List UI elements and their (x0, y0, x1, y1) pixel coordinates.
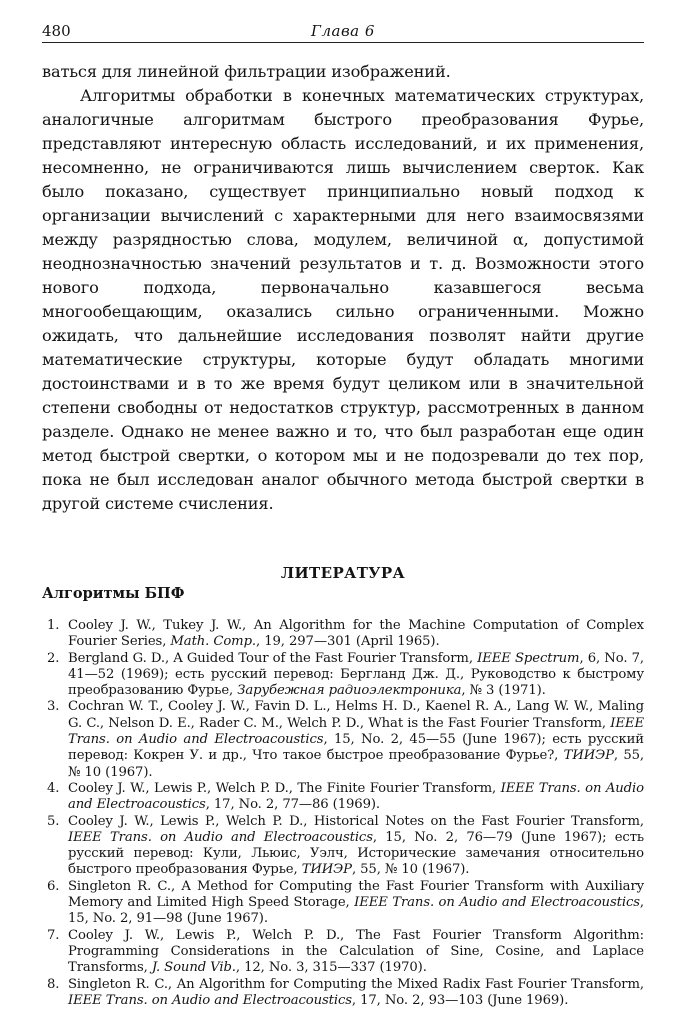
reference-text: Cooley J. W., Lewis P., Welch P. D., Historical Notes on the Fast Fourier Transform, IEEE Trans. on Audio and Electroacoustics, 15, No. 2, 76—79 (June 1967); есть русский перевод: Кули, Льюис, Уэлч, Исторические замечания относительно быстрого преобразования Фурье, ТИИЭР, 55, № 10 (1967). (68, 813, 644, 878)
reference-text: Cooley J. W., Lewis P., Welch P. D., The Finite Fourier Transform, IEEE Trans. on Audio and Electroacoustics, 17, No. 2, 77—86 (1969). (68, 780, 644, 813)
reference-number: 5. (47, 813, 60, 829)
body-text (42, 60, 644, 516)
running-title: Глава 6 (311, 22, 375, 40)
reference-text: Cooley J. W., Tukey J. W., An Algorithm for the Machine Computation of Complex Fourier Series, Math. Comp., 19, 297—301 (April 1965). (68, 618, 644, 650)
reference-item (42, 781, 644, 814)
references-subtitle: Алгоритмы БПФ (42, 585, 185, 602)
reference-number: 8. (47, 976, 60, 992)
reference-item (42, 814, 644, 879)
reference-text: Cochran W. T., Cooley J. W., Favin D. L., Helms H. D., Kaenel R. A., Lang W. W., Maling G. C., Nelson D. E., Rader C. M., Welch P. D., What is the Fast Fourier Transform, IEEE Trans. on Audio and Electroacoustics, 15, No. 2, 45—55 (June 1967); есть русский перевод: Кокрен У. и др., Что такое быстрое преобразование Фурье?, ТИИЭР, 55, № 10 (1967). (68, 699, 644, 780)
page-number: 480 (42, 22, 71, 40)
reference-number: 6. (47, 878, 60, 894)
reference-text: Singleton R. C., An Algorithm for Computing the Mixed Radix Fast Fourier Transform, IEEE Trans. on Audio and Electroacoustics, 17, No. 2, 93—103 (June 1969). (68, 976, 644, 1008)
paragraph-continuation: ваться для линейной фильтрации изображений. (42, 62, 451, 81)
reference-number: 3. (47, 699, 60, 715)
reference-item (42, 977, 644, 1010)
paragraph-main: Алгоритмы обработки в конечных математических структурах, аналогичные алгоритмам быстрого преобразования Фурье, представляют интересную область исследований, и их применения, несомненно, не ограничиваются лишь вычислением сверток. Как было показано, существует принципиально новый подход к организации вычислений с характерными для него взаимосвязями между разрядностью слова, модулем, величиной α, допустимой неоднозначностью значений результатов и т. д. Возможности этого нового подхода, первоначально казавшегося весьма многообещающим, оказались сильно ограниченными. Можно ожидать, что дальнейшие исследования позволят найти другие математические структуры, которые будут обладать многими достоинствами и в то же время будут целиком или в значительной степени свободны от недостатков структур, рассмотренных в данном разделе. Однако не менее важно и то, что был разработан еще один метод быстрой свертки, о котором мы и не подозревали до тех пор, пока не был исследован аналог обычного метода быстрой свертки в другой системе счисления. (42, 86, 644, 513)
reference-item (42, 651, 644, 700)
references-title: ЛИТЕРАТУРА (280, 564, 406, 582)
book-page (42, 20, 644, 1009)
reference-item (42, 928, 644, 977)
reference-number: 2. (47, 650, 60, 666)
reference-number: 4. (47, 780, 60, 796)
reference-number: 1. (47, 618, 60, 633)
references-list (42, 618, 644, 1009)
reference-item (42, 618, 644, 651)
reference-item (42, 699, 644, 780)
reference-number: 7. (47, 927, 60, 943)
reference-text: Singleton R. C., A Method for Computing the Fast Fourier Transform with Auxiliary Memory and Limited High Speed Storage, IEEE Trans. on Audio and Electroacoustics, 15, No. 2, 91—98 (June 1967). (68, 878, 644, 927)
reference-item (42, 879, 644, 928)
page-header (42, 20, 644, 43)
reference-text: Cooley J. W., Lewis P., Welch P. D., The Fast Fourier Transform Algorithm: Programming Considerations in the Calculation of Sine, Cosine, and Laplace Transforms, J. Sound Vib., 12, No. 3, 315—337 (1970). (68, 927, 644, 976)
reference-text: Bergland G. D., A Guided Tour of the Fast Fourier Transform, IEEE Spectrum, 6, No. 7, 41—52 (1969); есть русский перевод: Бергланд Дж. Д., Руководство к быстрому преобразованию Фурье, Зарубежная радиоэлектроника, № 3 (1971). (68, 650, 644, 699)
